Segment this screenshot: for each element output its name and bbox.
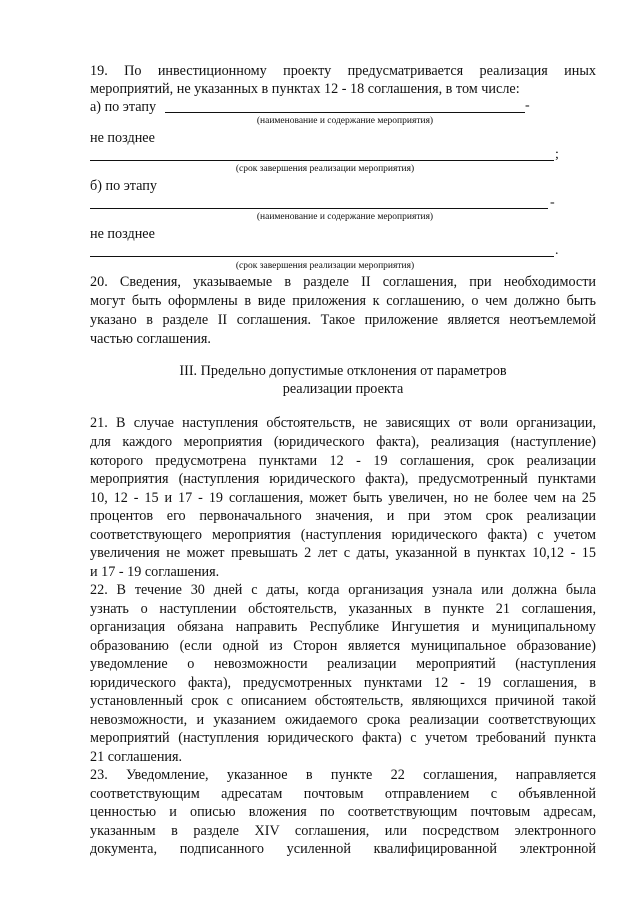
not-later-label-2: не позднее	[90, 226, 155, 242]
p22-line-3: организация обязана направить Республике Ингушетия и муниципальному	[90, 619, 596, 635]
p22-line-1: 22. В течение 30 дней с даты, когда организация узнала или должна была	[90, 582, 596, 598]
not-later-label-1: не позднее	[90, 130, 155, 146]
p23-line-5: документа, подписанного усиленной квалифицированной электронной	[90, 841, 596, 857]
p20-line-2: могут быть оформлены в виде приложения к соглашению, о чем должно быть	[90, 293, 596, 309]
stage-a-caption: (наименование и содержание мероприятия)	[256, 116, 434, 126]
p21-line-6: процентов его первоначального значения, и при этом срок реализации	[90, 508, 596, 524]
stage-b-caption: (наименование и содержание мероприятия)	[256, 212, 434, 222]
stage-b-label: б) по этапу	[90, 178, 157, 194]
deadline-a-caption: (срок завершения реализации мероприятия)	[235, 164, 415, 174]
p23-line-3: ценностью и описью вложения по соответствующим почтовым адресам,	[90, 804, 596, 820]
p19-line-1: 19. По инвестиционному проекту предусматривается реализация иных	[90, 63, 596, 79]
deadline-a-semicolon: ;	[555, 147, 559, 162]
p20-line-1: 20. Сведения, указываемые в разделе II соглашения, при необходимости	[90, 274, 596, 290]
p22-line-7: установленный срок с описанием обстоятельств, являющихся причиной такой	[90, 693, 596, 709]
p21-line-3: которого предусмотрена пунктами 12 - 19 соглашения, срок реализации	[90, 453, 596, 469]
p23-line-2: соответствующим адресатам почтовым отправлением с объявленной	[90, 786, 596, 802]
stage-a-blank	[165, 112, 525, 113]
p22-line-4: образованию (если одной из Сторон является муниципальное образование)	[90, 638, 596, 654]
p21-line-1: 21. В случае наступления обстоятельств, не зависящих от воли организации,	[90, 415, 596, 431]
p21-line-5: 10, 12 - 15 и 17 - 19 соглашения, может быть увеличен, но не более чем на 25	[90, 490, 596, 506]
p21-line-7: соответствующего мероприятия (наступления юридического факта) с учетом	[90, 527, 596, 543]
p23-line-1: 23. Уведомление, указанное в пункте 22 соглашения, направляется	[90, 767, 596, 783]
p20-line-3: указано в разделе II соглашения. Такое приложение является неотъемлемой	[90, 312, 596, 328]
stage-b-dash: -	[550, 195, 555, 210]
p22-line-6: юридического факта), предусмотренных пунктами 12 - 19 соглашения, в	[90, 675, 596, 691]
deadline-b-blank	[90, 256, 554, 257]
p19-line-2: мероприятий, не указанных в пунктах 12 - 18 соглашения, в том числе:	[90, 81, 520, 97]
stage-a-dash: -	[525, 98, 530, 113]
deadline-a-blank	[90, 160, 554, 161]
p22-line-8: невозможности, и указанием ожидаемого срока реализации соответствующих	[90, 712, 596, 728]
p20-line-4: частью соглашения.	[90, 331, 211, 347]
stage-a-label: а) по этапу	[90, 99, 157, 115]
deadline-b-period: .	[555, 243, 559, 258]
section-iii-heading-line-2: реализации проекта	[282, 381, 404, 397]
p22-line-10: 21 соглашения.	[90, 749, 183, 765]
p23-line-4: указанным в разделе XIV соглашения, или посредством электронного	[90, 823, 596, 839]
p21-line-2: для каждого мероприятия (юридического факта), реализация (наступление)	[90, 434, 596, 450]
section-iii-heading-line-1: III. Предельно допустимые отклонения от параметров	[179, 363, 507, 379]
p21-line-9: и 17 - 19 соглашения.	[90, 564, 220, 580]
p21-line-8: увеличения не может превышать 2 лет с даты, указанной в пунктах 10,12 - 15	[90, 545, 596, 561]
p22-line-5: уведомление о невозможности реализации мероприятий (наступления	[90, 656, 596, 672]
deadline-b-caption: (срок завершения реализации мероприятия)	[235, 261, 415, 271]
stage-b-blank	[90, 208, 548, 209]
p21-line-4: мероприятия (наступления юридического факта), предусмотренный пунктами	[90, 471, 596, 487]
p22-line-9: мероприятий (наступления юридического факта) с учетом требований пункта	[90, 730, 596, 746]
p22-line-2: узнать о наступлении обстоятельств, указанных в пункте 21 соглашения,	[90, 601, 596, 617]
